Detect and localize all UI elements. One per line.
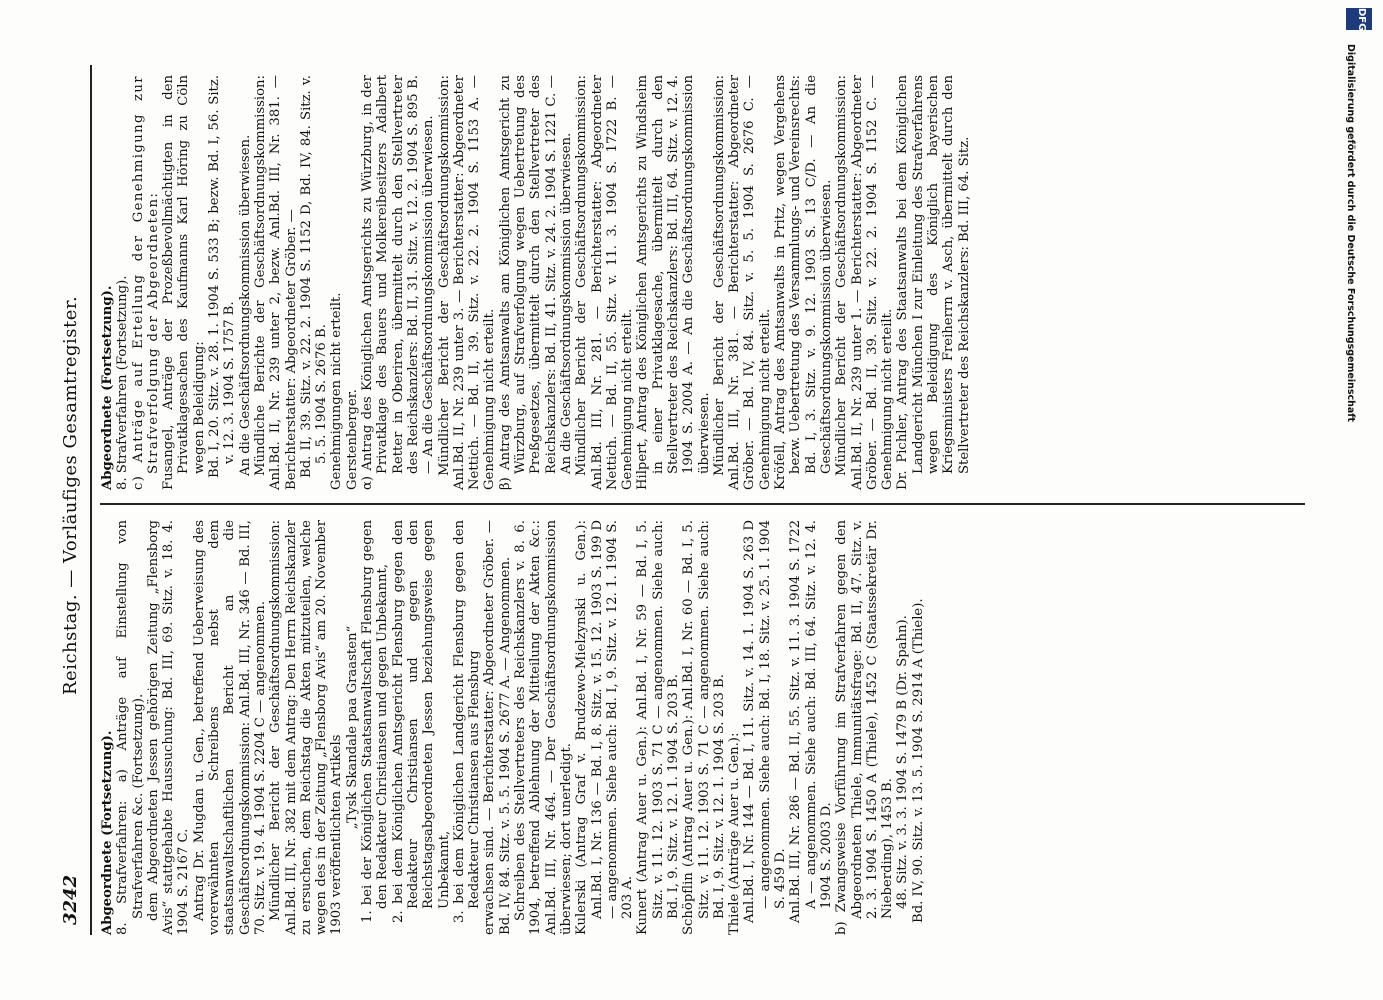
subsection-heading: 8. Strafverfahren (Fortsetzung). bbox=[115, 275, 131, 490]
subsection-heading: c) Anträge auf Erteilung der Genehmigung zur Strafverfolgung der Abgeordneten: bbox=[130, 75, 161, 490]
member-entry: Fusangel, Anträge der Prozeßbevollmächtigten in den Privatklagesachen des Kaufmanns Karl Höring zu Cöln wegen Beleidigung: bbox=[161, 75, 207, 490]
member-entry: Gerstenberger. bbox=[344, 389, 360, 490]
section-heading: Abgeordnete (Fortsetzung). bbox=[100, 730, 115, 935]
list-item: 48. Sitz. v. 3. 3. 1904 S. 1479 B (Dr. Spahn). bbox=[895, 615, 911, 909]
list-item: Bd. II, 39. Sitz. v. 22. 2. 1904 S. 1152 D, Bd. IV, 84. Sitz. v. 5. 5. 1904 S. 2676 B. bbox=[298, 75, 330, 478]
member-entry: Kröfell, Antrag des Amtsanwalts in Pritz, wegen Vergehens bezw. Uebertretung des Versammlungs- und Vereinsrechts: Bd. I, 3. Sitz. v. 9. 12. 1903 S. 13 C/D. — An die Geschäftsordnungskommission überwiesen. bbox=[773, 75, 834, 490]
list-item: β) Antrag des Amtsanwalts am Königlichen Amtsgericht zu Würzburg, auf Strafverfolgung wegen Uebertretung des Preßgesetzes, übermittelt durch den Stellvertreter des Reichskanzlers: Bd. II, 41. Sitz. v. 24. 2. 1904 S. 1221 C. — An die Geschäftsordnungskommission überwiesen. bbox=[497, 75, 574, 490]
entry-text: An die Geschäftsordnungskommission überwiesen. bbox=[237, 134, 253, 476]
entry-text: Mündlicher Bericht der Geschäftsordnungskommission: Anl.Bd. III, Nr. 382 mit dem Antrag: Den Herrn Reichskanzler zu ersuchen, dem Reichstag die Akten mitzuteilen, welche wegen des in der Zeitung „Flensborg Avis“ am 20. November 1903 veröffentlichten Artikels bbox=[268, 520, 345, 935]
digitization-credit: Digitalisierung gefördert durch die Deutsche Forschungsgemeinschaft bbox=[1345, 44, 1356, 422]
entry-text: Mündlicher Bericht der Geschäftsordnungskommission: Anl.Bd. II, Nr. 239 unter 1. — Berichterstatter: Abgeordneter Gröber. — Bd. II, 39. Sitz. v. 22. 2. 1904 S. 1152 C. — Genehmigung nicht erteilt. bbox=[834, 75, 896, 490]
list-item: 2. bei dem Königlichen Amtsgericht Flensburg gegen den Redakteur Christiansen und gegen den Reichstagsabgeordneten Jessen beziehungsweise gegen Unbekannt, bbox=[390, 520, 452, 923]
member-entry: Kunert (Antrag Auer u. Gen.): Anl.Bd. I, Nr. 59 — Bd. I, 5. Sitz. v. 11. 12. 1903 S. 71 C — angenommen. Siehe auch: Bd. I, 9. Sitz. v. 12. 1. 1904 S. 203 B. bbox=[635, 520, 681, 935]
entry-text: Genehmigungen nicht erteilt. bbox=[329, 292, 345, 490]
list-item: α) Antrag des Königlichen Amtsgerichts zu Würzburg, in der Privatklage des Bauers und Molkereibesitzers Adalbert Retter in Oberiren, übermittelt durch den Stellvertreter des Reichskanzlers: Bd. II, 31. Sitz. v. 12. 2. 1904 S. 895 B. — An die Geschäftsordnungskommission überwiesen. bbox=[360, 75, 437, 490]
member-entry: Hilpert, Antrag des Königlichen Amtsgerichts zu Windsheim in einer Privatklagesache, übermittelt durch den Stellvertreter des Reichskanzlers: Bd. III, 64. Sitz. v. 12. 4. 1904 S. 2004 A. — An die Geschäftsordnungskommission überwiesen. bbox=[635, 75, 712, 490]
entry-text: Mündlicher Bericht der Geschäftsordnungskommission: Anl.Bd. III, Nr. 381. — Berichterstatter: Abgeordneter Gröber. — Bd. IV, 84. Sitz. v. 5. 5. 1904 S. 2676 C. — Genehmigung nicht erteilt. bbox=[711, 75, 773, 490]
subsection-heading: b) Zwangsweise Vorführung im Strafverfahren gegen den Abgeordneten Thiele, Immunitätsfrage: Bd. II, 47. Sitz. v. 2. 3. 1904 S. 1450 A (Thiele), 1452 C (Staatssekretär Dr. Nieberding), 1453 B. bbox=[834, 520, 896, 935]
column-divider bbox=[100, 503, 1305, 505]
member-entry: Thiele (Anträge Auer u. Gen.): bbox=[727, 732, 743, 935]
entry-text: Antrag Dr. Mugdan u. Gen., betreffend Ueberweisung des vorerwähnten Schreibens nebst dem staatsanwaltschaftlichen Bericht an die Geschäftsordnungskommission: Anl.Bd. III, Nr. 346 — Bd. III, 70. Sitz. v. 19. 4. 1904 S. 2204 C — angenommen. bbox=[191, 520, 268, 935]
subsection-heading: 8. Strafverfahren: a) Anträge auf Einstellung von Strafverfahren &c. (Fortsetzung). bbox=[115, 520, 146, 935]
list-item: 1. bei der Königlichen Staatsanwaltschaft Flensburg gegen den Redakteur Christiansen und gegen Unbekannt, bbox=[360, 520, 391, 923]
entry-text: Schreiben des Stellvertreters des Reichskanzlers v. 8. 6. 1904, betreffend Ablehnung der Mitteilung der Akten &c.: Anl.Bd. III, Nr. 464. — Der Geschäftsordnungskommission überwiesen; dort unerledigt. bbox=[513, 520, 574, 935]
page-number: 3242 bbox=[60, 874, 81, 925]
article-title: „Tysk Skandale paa Graasten“ bbox=[344, 625, 360, 830]
member-entry: Schöpflin (Antrag Auer u. Gen.): Anl.Bd. I, Nr. 60 — Bd. I, 5. Sitz. v. 11. 12. 1903 S. 71 C — angenommen. Siehe auch: Bd. I, 9. Sitz. v. 12. 1. 1904 S. 203 B. bbox=[681, 520, 727, 935]
header-rule bbox=[90, 65, 92, 935]
list-item: Bd. I, 20. Sitz. v. 28. 1. 1904 S. 533 B; bezw. Bd. I, 56. Sitz. v. 12. 3. 1904 S. 1757 B. bbox=[207, 75, 238, 478]
dfg-logo: DFG bbox=[1346, 8, 1372, 30]
list-item: Anl.Bd. I, Nr. 144 — Bd. I, 11. Sitz. v. 14. 1. 1904 S. 263 D — angenommen. Siehe auch: Bd. I, 18. Sitz. v. 25. 1. 1904 S. 459 D. bbox=[742, 520, 789, 923]
member-entry: Dr. Pichler, Antrag des Staatsanwalts bei dem Königlichen Landgericht München I zur Einleitung des Strafverfahrens wegen Beleidigung des Königlich bayerischen Kriegsministers Freiherrn v. Asch, übermittelt durch den Stellvertreter des Reichskanzlers: Bd. III, 64. Sitz. bbox=[895, 75, 972, 490]
list-item: 3. bei dem Königlichen Landgericht Flensburg gegen den Redakteur Christiansen aus Flensburg bbox=[451, 520, 483, 923]
member-entry: Kulerski (Antrag Graf v. Brudzewo-Mielzynski u. Gen.): Anl.Bd. I, Nr. 136 — Bd. I, 8. Sitz. v. 15. 12. 1903 S. 199 D — angenommen. Siehe auch: Bd. I, 9. Sitz. v. 12. 1. 1904 S. 203 A. bbox=[574, 520, 636, 935]
list-item: Bd. IV, 90. Sitz. v. 13. 5. 1904 S. 2914 A (Thiele). bbox=[910, 598, 926, 923]
section-heading: Abgeordnete (Fortsetzung). bbox=[100, 285, 115, 490]
header-title: Reichstag. — Vorläufiges Gesamtregister. bbox=[60, 295, 81, 695]
rotated-page-content bbox=[60, 65, 1315, 935]
left-column bbox=[100, 520, 926, 935]
entry-text: Mündlicher Bericht der Geschäftsordnungskommission: Anl.Bd. III, Nr. 281. — Berichterstatter: Abgeordneter Nettich. — Bd. II, 55. Sitz. v. 11. 3. 1904 S. 1722 B. — Genehmigung nicht erteilt. bbox=[574, 75, 636, 490]
running-header bbox=[60, 65, 92, 935]
entry-text: erwachsen sind. — Berichterstatter: Abgeordneter Gröber. — Bd. IV, 84. Sitz. v. 5. 5. 1904 S. 2677 A. — Angenommen. bbox=[482, 520, 513, 935]
right-column bbox=[100, 75, 972, 490]
entry-text: dem Abgeordneten Jessen gehörigen Zeitung „Flensborg Avis“ stattgehabte Haussuchung: Bd. III, 69. Sitz. v. 18. 4. 1904 S. 2167 C. bbox=[145, 520, 192, 935]
entry-text: Mündlicher Bericht der Geschäftsordnungskommission: Anl.Bd. II, Nr. 239 unter 3. — Berichterstatter: Abgeordneter Nettich. — Bd. II, 39. Sitz. v. 22. 2. 1904 S. 1153 A. — Genehmigung nicht erteilt. bbox=[436, 75, 498, 490]
list-item: Anl.Bd. III, Nr. 286 — Bd. II, 55. Sitz. v. 11. 3. 1904 S. 1722 A — angenommen. Siehe auch: Bd. III, 64. Sitz. v. 12. 4. 1904 S. 2003 D. bbox=[788, 520, 834, 923]
entry-text: Mündliche Berichte der Geschäftsordnungskommission: Anl.Bd. II, Nr. 239 unter 2, bezw. Anl.Bd. III, Nr. 381. — Berichterstatter: Abgeordneter Gröber. — bbox=[252, 75, 299, 490]
